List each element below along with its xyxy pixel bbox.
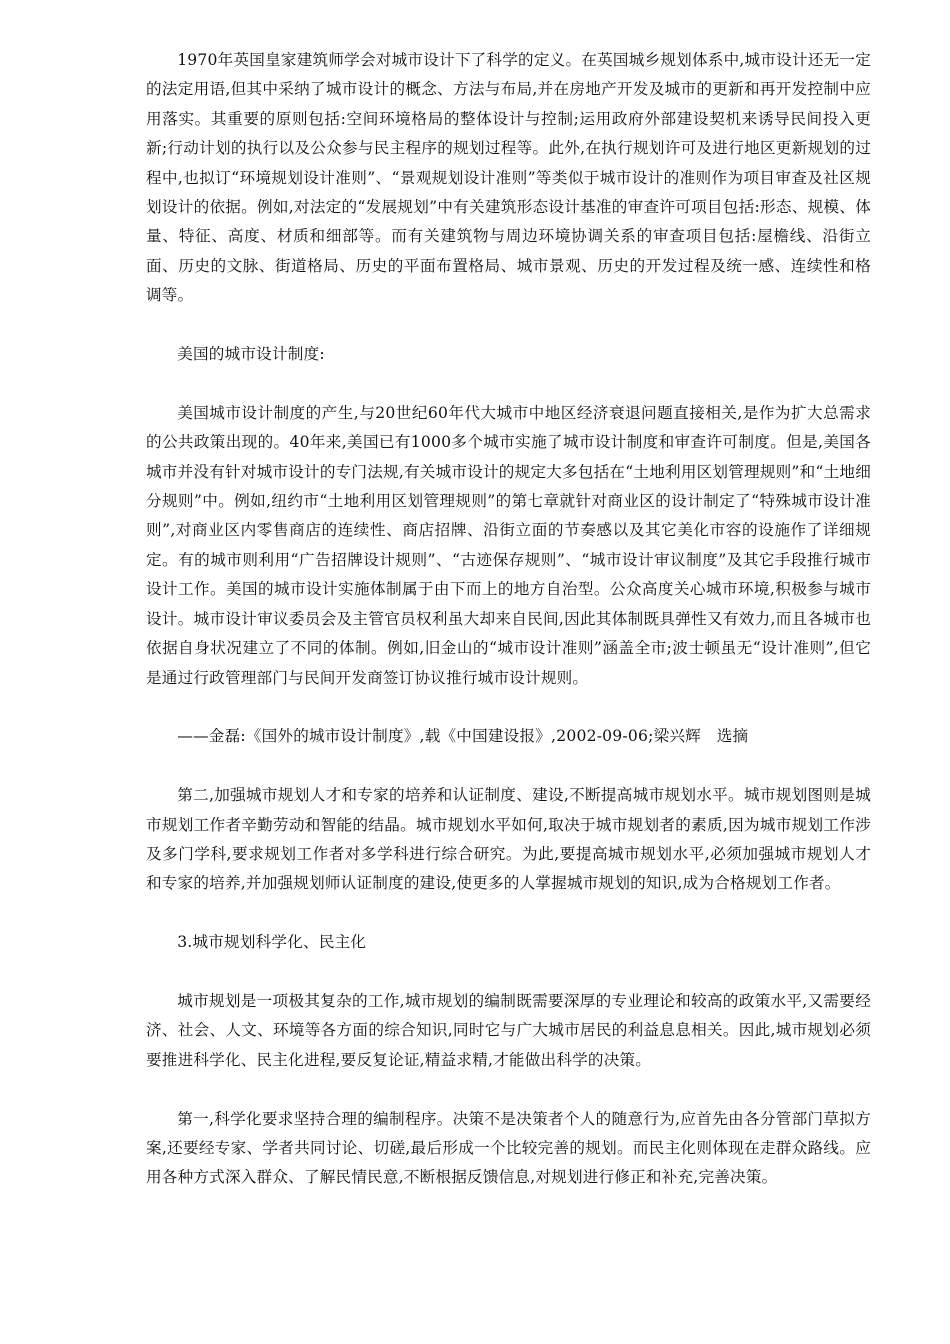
paragraph-gap (146, 311, 871, 340)
heading-us-urban-design: 美国的城市设计制度: (177, 345, 325, 364)
paragraph-gap (146, 899, 871, 928)
paragraph-us-urban-design: 美国城市设计制度的产生,与20世纪60年代大城市中地区经济衰退问题直接相关,是作为扩大总需求的公共政策出现的。40年来,美国已有1000多个城市实施了城市设计制度和审查许可制度。但是,美国各城市并没有针对城市设计的专门法规,有关城市设计的规定大多包括在“土地利用区划管理规则”和“土地细分规则”中。例如,纽约市“土地利用区划管理规则”的第七章就针对商业区的设计制定了“特殊城市设计准则”,对商业区内零售商店的连续性、商店招牌、沿街立面的节奏感以及其它美化市容的设施作了详细规定。有的城市则利用“广告招牌设计规则”、“古迹保存规则”、“城市设计审议制度”及其它手段推行城市设计工作。美国的城市设计实施体制属于由下而上的地方自治型。公众高度关心城市环境,积极参与城市设计。城市设计审议委员会及主管官员权利虽大却来自民间,因此其体制既具弹性又有效力,而且各城市也依据自身状况建立了不同的体制。例如,旧金山的“城市设计准则”涵盖全市;波士顿虽无“设计准则”,但它是通过行政管理部门与民间开发商签订协议推行城市设计规则。 (146, 403, 871, 687)
paragraph-first-scientific: 第一,科学化要求坚持合理的编制程序。决策不是决策者个人的随意行为,应首先由各分管部门草拟方案,还要经专家、学者共同讨论、切磋,最后形成一个比较完善的规划。而民主化则体现在走群众路线。应用各种方式深入群众、了解民情民意,不断根据反馈信息,对规划进行修正和补充,完善决策。 (146, 1109, 871, 1187)
document-page (146, 46, 871, 1193)
paragraph-gap (146, 752, 871, 781)
paragraph-section-3: 城市规划是一项极其复杂的工作,城市规划的编制既需要深厚的专业理论和较高的政策水平,又需要经济、社会、人文、环境等各方面的综合知识,同时它与广大城市居民的利益息息相关。因此,城市规划必须要推进科学化、民主化进程,要反复论证,精益求精,才能做出科学的决策。 (146, 991, 871, 1069)
paragraph-gap (146, 369, 871, 398)
paragraph-gap (146, 693, 871, 722)
paragraph-uk-urban-design: 1970年英国皇家建筑师学会对城市设计下了科学的定义。在英国城乡规划体系中,城市设计还无一定的法定用语,但其中采纳了城市设计的概念、方法与布局,并在房地产开发及城市的更新和再开发控制中应用落实。其重要的原则包括:空间环境格局的整体设计与控制;运用政府外部建设契机来诱导民间投入更新;行动计划的执行以及公众参与民主程序的规划过程等。此外,在执行规划许可及进行地区更新规划的过程中,也拟订“环境规划设计准则”、“景观规划设计准则”等类似于城市设计的准则作为项目审查及社区规划设计的依据。例如,对法定的“发展规划”中有关建筑形态设计基准的审查许可项目包括:形态、规模、体量、特征、高度、材质和细部等。而有关建筑物与周边环境协调关系的审查项目包括:屋檐线、沿街立面、历史的文脉、街道格局、历史的平面布置格局、城市景观、历史的开发过程及统一感、连续性和格调等。 (146, 51, 871, 305)
paragraph-second-talent: 第二,加强城市规划人才和专家的培养和认证制度、建设,不断提高城市规划水平。城市规划图则是城市规划工作者辛勤劳动和智能的结晶。城市规划水平如何,取决于城市规划者的素质,因为城市规划工作涉及多门学科,要求规划工作者对多学科进行综合研究。为此,要提高城市规划水平,必须加强城市规划人才和专家的培养,并加强规划师认证制度的建设,使更多的人掌握城市规划的知识,成为合格规划工作者。 (146, 786, 871, 893)
heading-section-3: 3.城市规划科学化、民主化 (177, 933, 367, 952)
paragraph-gap (146, 958, 871, 987)
paragraph-gap (146, 1075, 871, 1104)
citation-line: ——金磊:《国外的城市设计制度》,载《中国建设报》,2002-09-06;梁兴辉 选摘 (177, 727, 749, 746)
